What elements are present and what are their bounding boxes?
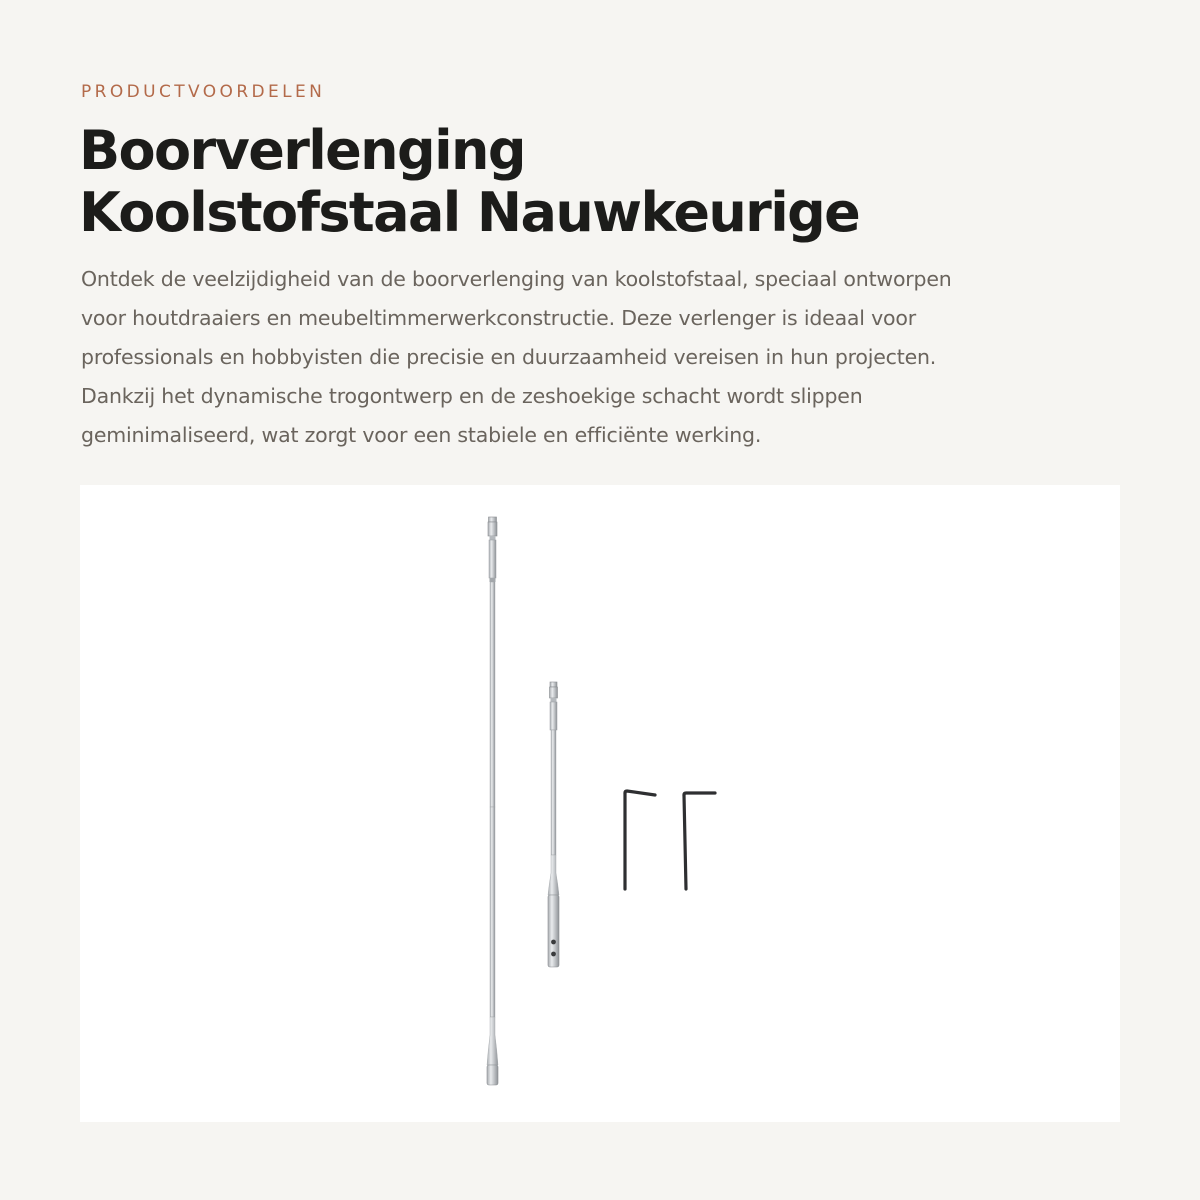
eyebrow-label: PRODUCTVOORDELEN — [81, 82, 326, 102]
description-line-3: professionals en hobbyisten die precisie en duurzaamheid vereisen in hun projecten. — [81, 345, 937, 369]
hex-key-icon — [684, 793, 715, 889]
product-illustration — [80, 485, 1120, 1122]
description-line-1: Ontdek de veelzijdigheid van de boorverlenging van koolstofstaal, speciaal ontworpen — [81, 267, 952, 291]
description-line-5: geminimaliseerd, wat zorgt voor een stabiele en efficiënte werking. — [81, 423, 762, 447]
product-image — [80, 485, 1120, 1122]
short-drill-extension-icon — [548, 682, 559, 967]
section-title — [79, 120, 1129, 244]
title-line-1: Boorverlenging — [79, 119, 525, 182]
title-line-2: Koolstofstaal Nauwkeurige — [79, 181, 860, 244]
description-line-2: voor houtdraaiers en meubeltimmerwerkconstructie. Deze verlenger is ideaal voor — [81, 306, 916, 330]
hex-key-icon — [625, 791, 655, 889]
description-line-4: Dankzij het dynamische trogontwerp en de zeshoekige schacht wordt slippen — [81, 384, 863, 408]
long-drill-extension-icon — [487, 517, 498, 1085]
description-paragraph — [81, 260, 1141, 455]
